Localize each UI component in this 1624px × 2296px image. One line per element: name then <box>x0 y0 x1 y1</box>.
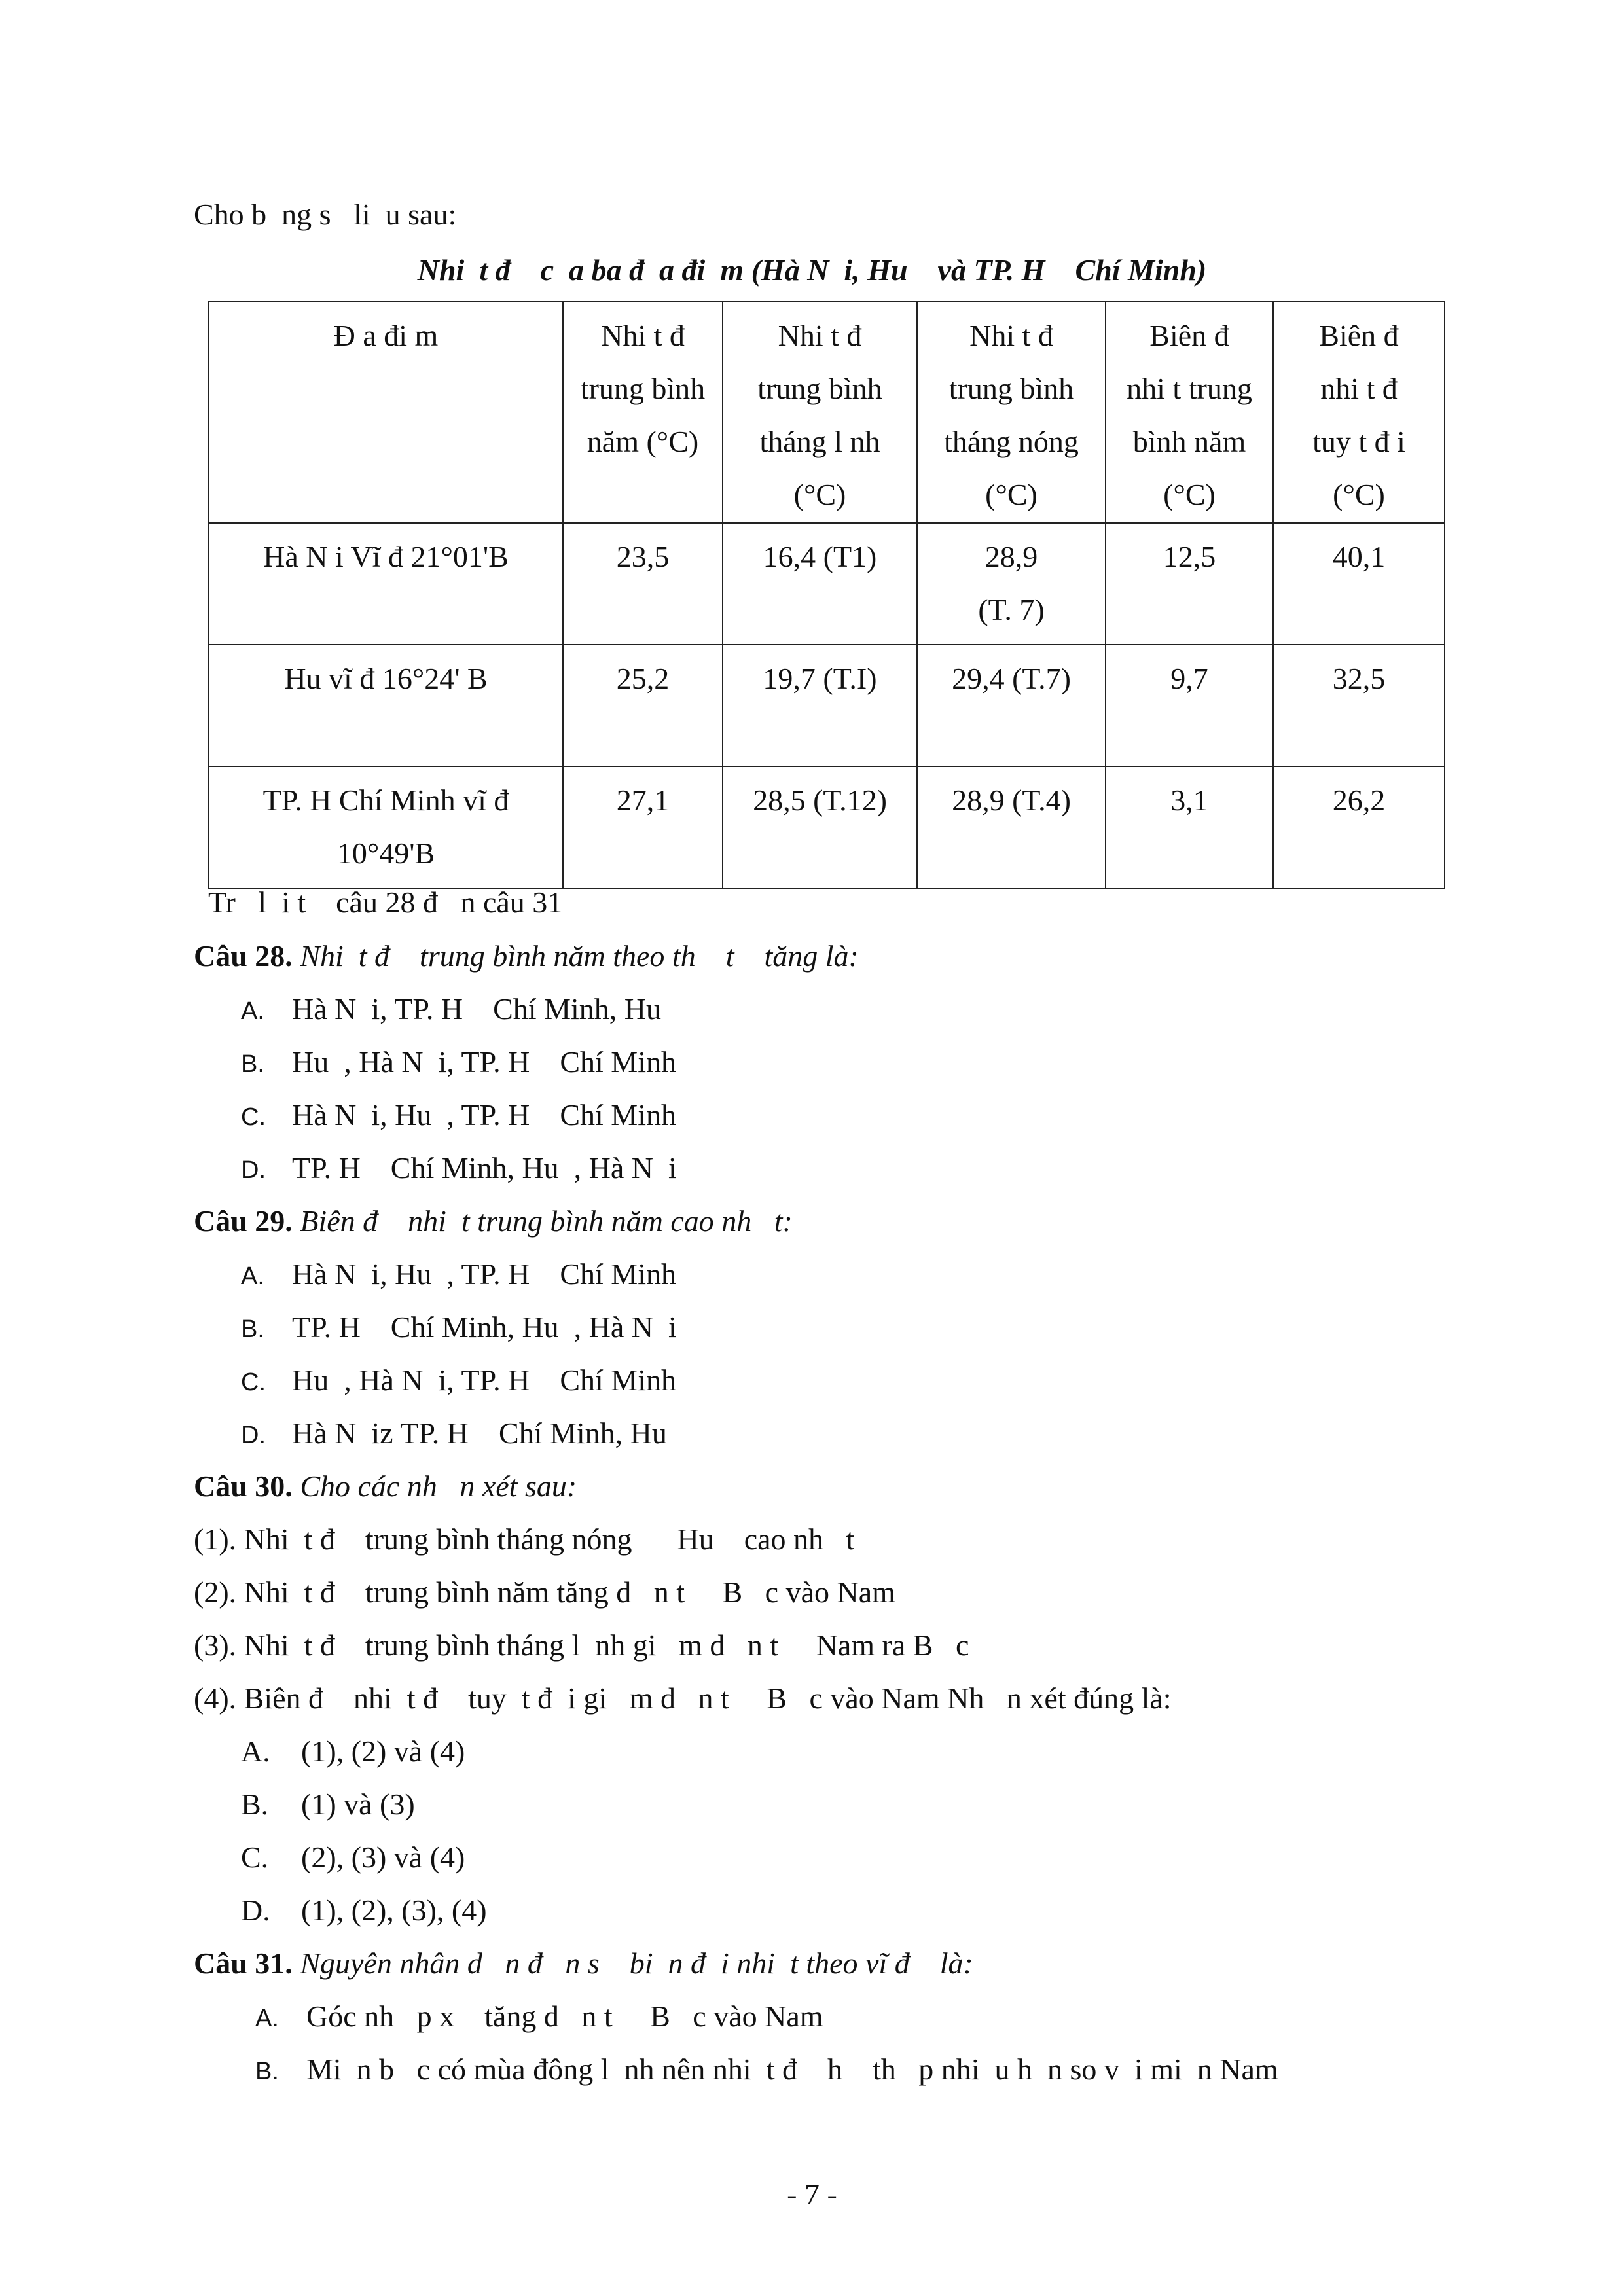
option-29-b[interactable]: B. TP. H Chí Minh, Hu , Hà N i <box>241 1310 677 1344</box>
header-absolute-range: Biên đ nhi t đ tuy t đ i (°C) <box>1273 302 1445 523</box>
table-cell: 27,1 <box>563 766 723 888</box>
option-30-b[interactable]: B. (1) và (3) <box>241 1787 415 1821</box>
option-31-a[interactable]: A. Góc nh p x tăng d n t B c vào Nam <box>255 2000 823 2033</box>
header-hottest-month: Nhi t đ trung bình tháng nóng (°C) <box>917 302 1106 523</box>
table-cell: 29,4 (T.7) <box>917 645 1106 766</box>
option-28-c[interactable]: C. Hà N i, Hu , TP. H Chí Minh <box>241 1098 676 1132</box>
table-cell: 25,2 <box>563 645 723 766</box>
table-cell: 16,4 (T1) <box>723 523 917 645</box>
header-annual-mean: Nhi t đ trung bình năm (°C) <box>563 302 723 523</box>
table-cell: 28,5 (T.12) <box>723 766 917 888</box>
question-text: Nhi t đ trung bình năm theo th t tăng là: <box>292 939 859 973</box>
table-row <box>209 766 1445 888</box>
question-number: Câu 28. <box>194 939 293 973</box>
table-cell: 28,9 (T.4) <box>917 766 1106 888</box>
table-cell: 26,2 <box>1273 766 1445 888</box>
question-number: Câu 30. <box>194 1469 293 1503</box>
statement-4: (4). Biên đ nhi t đ tuy t đ i gi m d n t B c vào Nam Nh n xét đúng là: <box>194 1681 1172 1715</box>
option-28-a[interactable]: A. Hà N i, TP. H Chí Minh, Hu <box>241 992 661 1026</box>
table-cell: 12,5 <box>1106 523 1273 645</box>
header-location: Đ a đi m <box>209 302 563 523</box>
question-number: Câu 31. <box>194 1946 293 1980</box>
statement-1: (1). Nhi t đ trung bình tháng nóng Hu cao nh t <box>194 1522 855 1556</box>
table-cell: 28,9 (T. 7) <box>917 523 1106 645</box>
option-28-b[interactable]: B. Hu , Hà N i, TP. H Chí Minh <box>241 1045 676 1079</box>
option-29-a[interactable]: A. Hà N i, Hu , TP. H Chí Minh <box>241 1257 676 1291</box>
header-annual-range: Biên đ nhi t trung bình năm (°C) <box>1106 302 1273 523</box>
table-cell: Hu vĩ đ 16°24' B <box>209 645 563 766</box>
table-cell: 40,1 <box>1273 523 1445 645</box>
question-30 <box>194 1471 577 1501</box>
table-caption: Nhi t đ c a ba đ a đi m (Hà N i, Hu và TP. H Chí Minh) <box>417 253 1207 287</box>
statement-2: (2). Nhi t đ trung bình năm tăng d n t B c vào Nam <box>194 1575 895 1609</box>
table-cell: TP. H Chí Minh vĩ đ 10°49'B <box>209 766 563 888</box>
table-cell: 23,5 <box>563 523 723 645</box>
temperature-table <box>208 301 1445 889</box>
header-coldest-month: Nhi t đ trung bình tháng l nh (°C) <box>723 302 917 523</box>
table-cell: 9,7 <box>1106 645 1273 766</box>
question-text: Nguyên nhân d n đ n s bi n đ i nhi t theo vĩ đ là: <box>292 1946 973 1980</box>
option-30-c[interactable]: C. (2), (3) và (4) <box>241 1840 465 1874</box>
question-31 <box>194 1948 973 1979</box>
page-number: - 7 - <box>787 2178 837 2211</box>
table-cell: 3,1 <box>1106 766 1273 888</box>
statement-3: (3). Nhi t đ trung bình tháng l nh gi m d n t Nam ra B c <box>194 1628 969 1662</box>
question-29 <box>194 1206 793 1236</box>
question-text: Cho các nh n xét sau: <box>292 1469 577 1503</box>
question-28 <box>194 941 859 971</box>
option-31-b[interactable]: B. Mi n b c có mùa đông l nh nên nhi t đ h th p nhi u h n so v i mi n Nam <box>255 2053 1278 2086</box>
option-28-d[interactable]: D. TP. H Chí Minh, Hu , Hà N i <box>241 1151 677 1185</box>
table-row <box>209 645 1445 766</box>
table-row <box>209 523 1445 645</box>
table-cell: 32,5 <box>1273 645 1445 766</box>
intro-text: Cho b ng s li u sau: <box>194 198 457 231</box>
option-29-d[interactable]: D. Hà N iz TP. H Chí Minh, Hu <box>241 1416 667 1450</box>
question-text: Biên đ nhi t trung bình năm cao nh t: <box>292 1204 793 1238</box>
option-30-a[interactable]: A. (1), (2) và (4) <box>241 1734 465 1768</box>
option-30-d[interactable]: D. (1), (2), (3), (4) <box>241 1893 487 1927</box>
table-header-row <box>209 302 1445 523</box>
option-29-c[interactable]: C. Hu , Hà N i, TP. H Chí Minh <box>241 1363 676 1397</box>
table-cell: 19,7 (T.I) <box>723 645 917 766</box>
question-number: Câu 29. <box>194 1204 293 1238</box>
answer-instruction: Tr l i t câu 28 đ n câu 31 <box>208 886 563 919</box>
table-cell: Hà N i Vĩ đ 21°01'B <box>209 523 563 645</box>
